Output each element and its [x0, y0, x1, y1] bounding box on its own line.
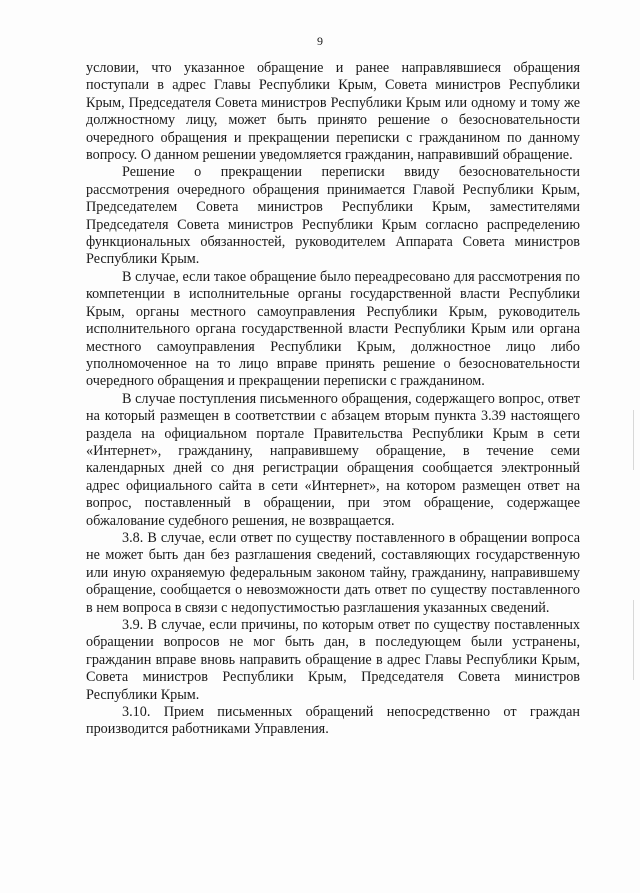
- paragraph-4: В случае поступления письменного обращения, содержащего вопрос, ответ на который размещен в соответствии с абзацем вторым пункта 3.39 настоящего раздела на официальном портале Правительства Республики Крым в сети «Интернет», гражданину, направившему обращение, в течение семи календарных дней со дня регистрации обращения сообщается электронный адрес официального сайта в сети «Интернет», на котором размещен ответ на вопрос, поставленный в обращении, при этом обращение, содержащее обжалование судебного решения, не возвращается.: [86, 390, 580, 529]
- paragraph-7: 3.10. Прием письменных обращений непосредственно от граждан производится работниками Управления.: [86, 704, 580, 738]
- scan-edge-mark: [633, 600, 634, 680]
- page-number: 9: [317, 34, 323, 48]
- paragraph-5: 3.8. В случае, если ответ по существу поставленного в обращении вопроса не может быть дан без разглашения сведений, составляющих государственную или иную охраняемую федеральным законом тайну, гражданину, направившему обращение, сообщается о невозможности дать ответ по существу поставленного в нем вопроса в связи с недопустимостью разглашения указанных сведений.: [86, 529, 580, 616]
- document-body: [86, 60, 580, 739]
- paragraph-1: условии, что указанное обращение и ранее направлявшиеся обращения поступали в адрес Главы Республики Крым, Совета министров Республики Крым, Председателя Совета министров Республики Крым или одному и тому же должностному лицу, может быть принято решение о безосновательности очередного обращения и прекращении переписки с гражданином по данному вопросу. О данном решении уведомляется гражданин, направивший обращение.: [86, 60, 580, 164]
- paragraph-6: 3.9. В случае, если причины, по которым ответ по существу поставленных обращении вопросов не мог быть дан, в последующем были устранены, гражданин вправе вновь направить обращение в адрес Главы Республики Крым, Совета министров Республики Крым, Председателя Совета министров Республики Крым.: [86, 617, 580, 703]
- scan-edge-mark: [633, 410, 634, 470]
- paragraph-3: В случае, если такое обращение было переадресовано для рассмотрения по компетенции в исполнительные органы государственной власти Республики Крым, органы местного самоуправления Республики Крым, руководитель исполнительного органа государственной власти Республики Крым или органа местного самоуправления Республики Крым, должностное лицо либо уполномоченное на то лицо вправе принять решение о безосновательности очередного обращения и прекращении переписки с гражданином.: [86, 268, 580, 390]
- paragraph-2: Решение о прекращении переписки ввиду безосновательности рассмотрения очередного обращения принимается Главой Республики Крым, Председателем Совета министров Республики Крым, заместителями Председателя Совета министров Республики Крым согласно распределению функциональных обязанностей, руководителем Аппарата Совета министров Республики Крым.: [86, 164, 580, 268]
